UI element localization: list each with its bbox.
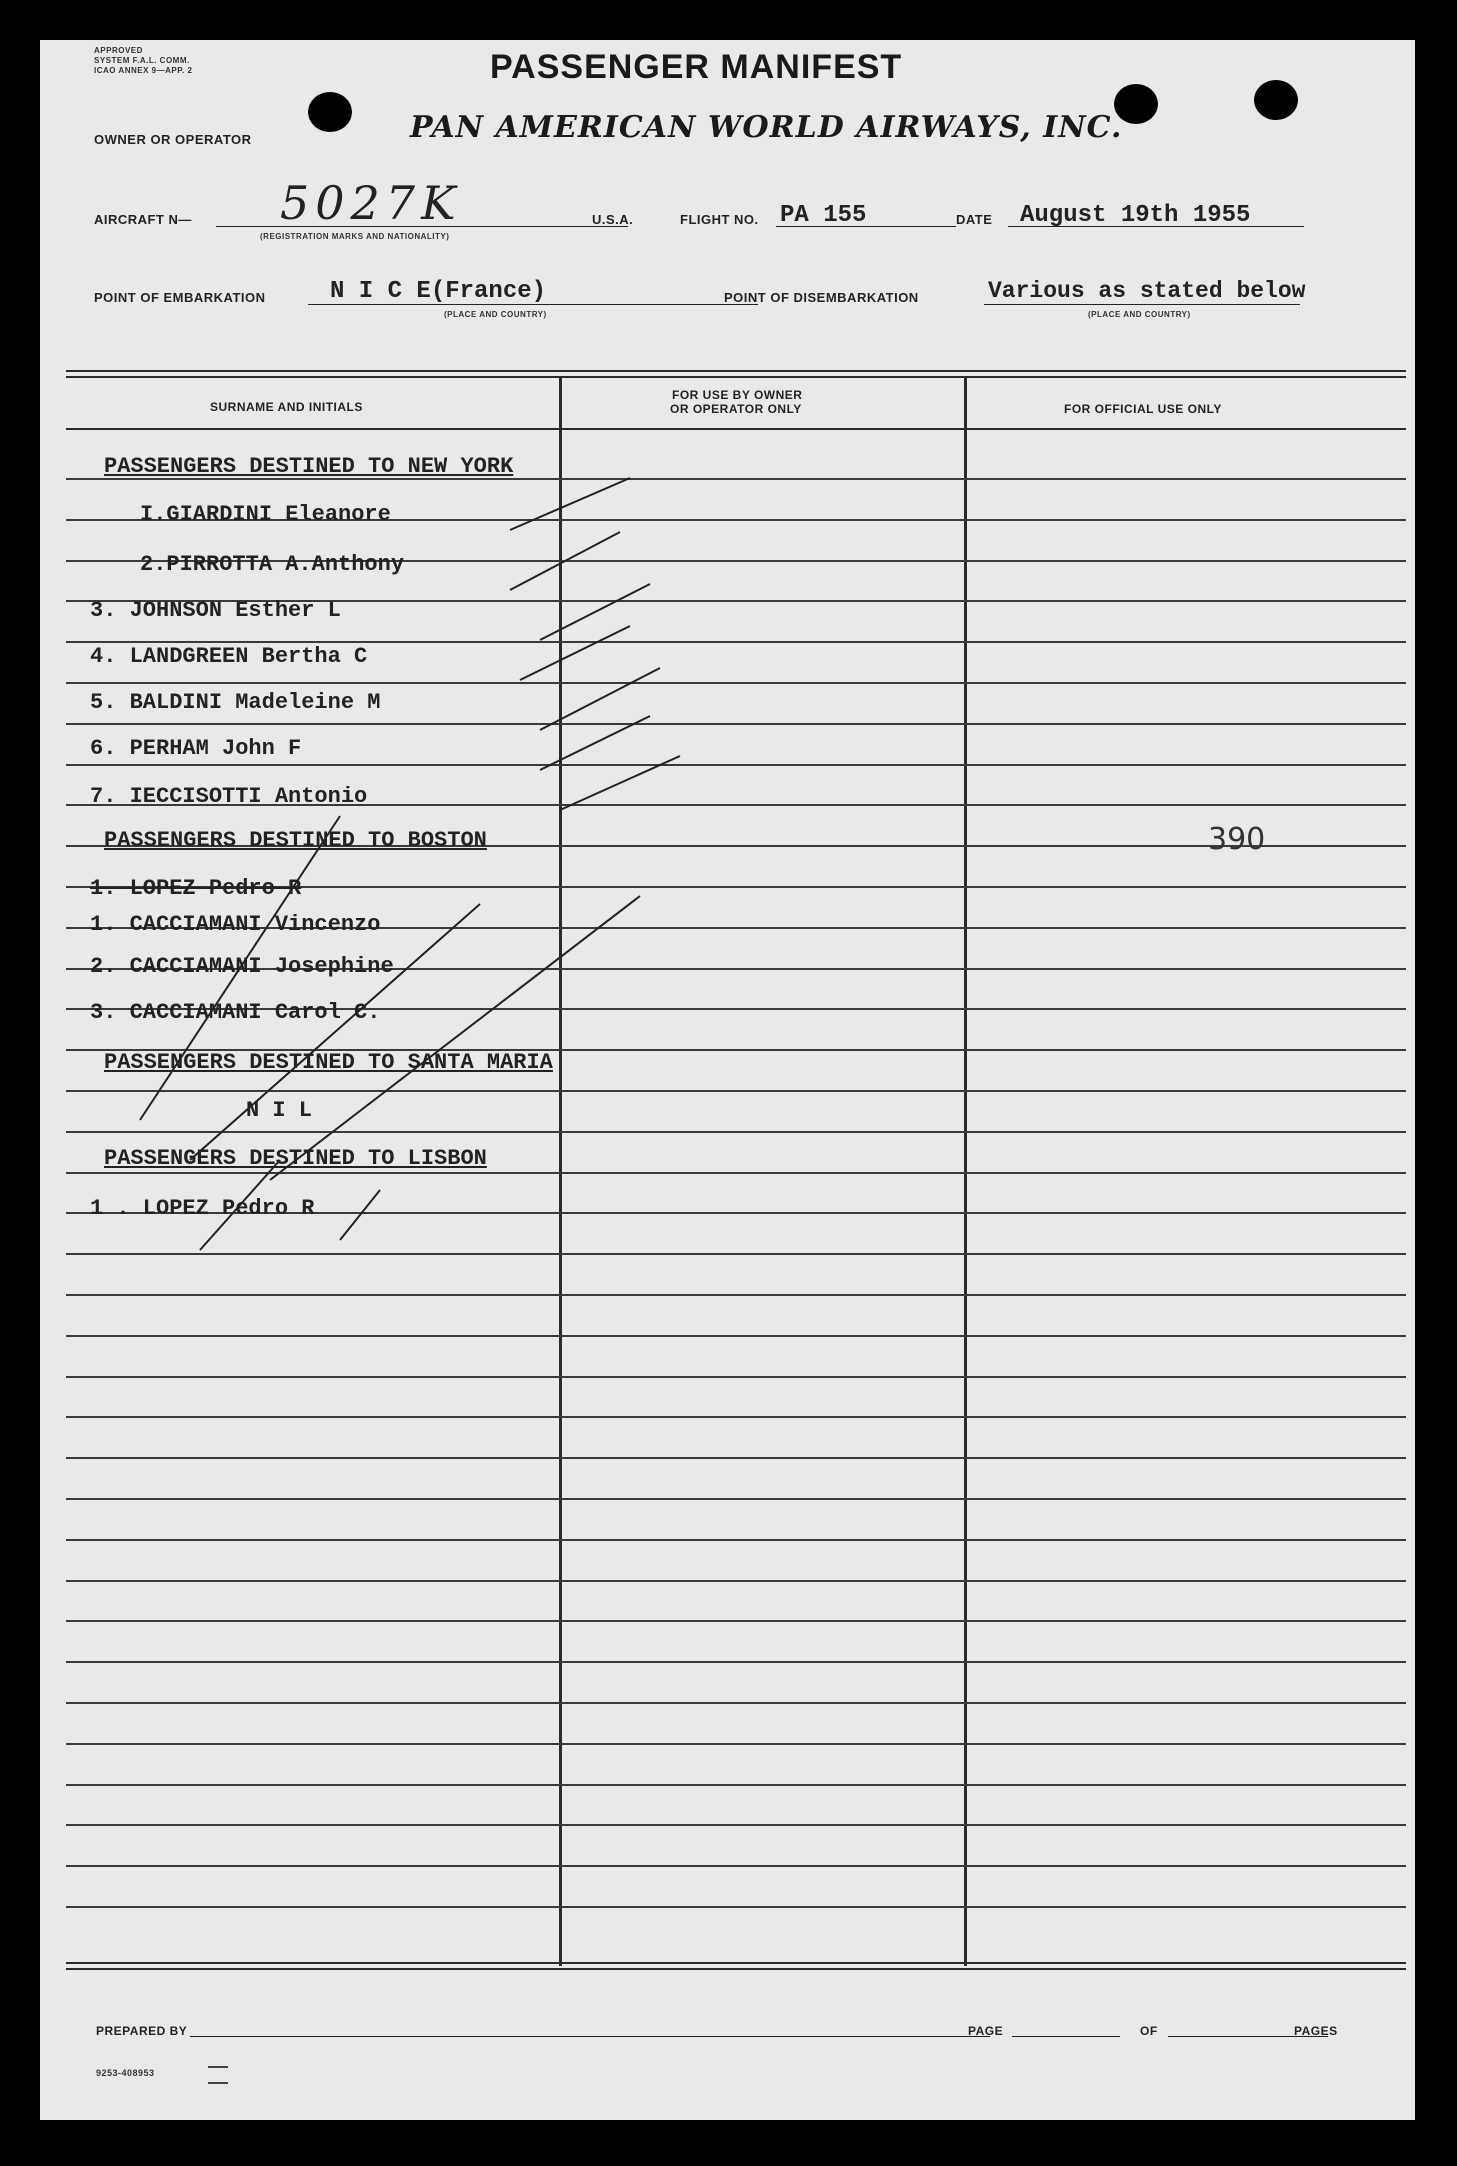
row-rule xyxy=(66,1865,1406,1867)
flight-date: August 19th 1955 xyxy=(1020,202,1251,229)
row-rule xyxy=(66,1172,1406,1174)
row-rule xyxy=(66,1090,1406,1092)
table-top-rule xyxy=(66,370,1406,372)
passenger-entry: 1. CACCIAMANI Vincenzo xyxy=(90,912,381,937)
row-rule xyxy=(66,1335,1406,1337)
aircraft-label: AIRCRAFT N— xyxy=(94,212,192,227)
check-mark xyxy=(270,896,640,1180)
approval-line: APPROVED xyxy=(94,46,143,55)
passenger-entry: 2. CACCIAMANI Josephine xyxy=(90,954,394,979)
row-rule xyxy=(66,723,1406,725)
owner-value: PAN AMERICAN WORLD AIRWAYS, INC. xyxy=(410,110,1123,145)
check-mark xyxy=(540,668,660,730)
punch-hole xyxy=(308,92,352,132)
row-rule xyxy=(66,1294,1406,1296)
passenger-entry-struck: 1. LOPEZ Pedro R xyxy=(90,876,302,901)
approval-line: SYSTEM F.A.L. COMM. xyxy=(94,56,190,65)
table-bottom-rule xyxy=(66,1968,1406,1970)
passenger-entry: 1 . LOPEZ Pedro R xyxy=(90,1196,315,1221)
passenger-entry: 4. LANDGREEN Bertha C xyxy=(90,644,368,669)
row-rule xyxy=(66,1661,1406,1663)
row-rule xyxy=(66,1457,1406,1459)
aircraft-number: 5027K xyxy=(280,176,462,230)
pages-label: PAGES xyxy=(1294,2024,1338,2038)
table-top-rule xyxy=(66,376,1406,378)
embarkation-sublabel: (PLACE AND COUNTRY) xyxy=(444,310,547,319)
page-line xyxy=(1012,2036,1120,2037)
printer-mark-icon xyxy=(208,2066,228,2084)
check-mark xyxy=(340,1190,380,1240)
row-rule xyxy=(66,1253,1406,1255)
disembarkation-line xyxy=(984,304,1300,305)
row-rule xyxy=(66,641,1406,643)
owner-label: OWNER OR OPERATOR xyxy=(94,132,252,147)
row-rule xyxy=(66,1906,1406,1908)
row-rule xyxy=(66,1376,1406,1378)
section-heading: PASSENGERS DESTINED TO SANTA MARIA xyxy=(104,1050,553,1075)
flight-number: PA 155 xyxy=(780,202,867,229)
of-label: OF xyxy=(1140,2024,1158,2038)
check-marks xyxy=(40,40,1415,2120)
row-rule xyxy=(66,1131,1406,1133)
section-heading: PASSENGERS DESTINED TO BOSTON xyxy=(104,828,487,853)
section-heading: PASSENGERS DESTINED TO LISBON xyxy=(104,1146,487,1171)
approval-line: ICAO ANNEX 9—APP. 2 xyxy=(94,66,193,75)
row-rule xyxy=(66,1580,1406,1582)
row-rule xyxy=(66,1784,1406,1786)
usa-label: U.S.A. xyxy=(592,212,634,227)
check-mark xyxy=(510,478,630,530)
disembarkation-value: Various as stated below xyxy=(988,278,1306,304)
column-header-owner: FOR USE BY OWNER xyxy=(672,388,803,402)
passenger-entry: 5. BALDINI Madeleine M xyxy=(90,690,381,715)
row-rule xyxy=(66,1743,1406,1745)
table-bottom-rule xyxy=(66,1962,1406,1964)
punch-hole xyxy=(1254,80,1298,120)
date-label: DATE xyxy=(956,212,993,227)
manifest-page xyxy=(40,40,1415,2120)
column-header-surname: SURNAME AND INITIALS xyxy=(210,400,363,414)
prepared-by-label: PREPARED BY xyxy=(96,2024,188,2038)
disembarkation-sublabel: (PLACE AND COUNTRY) xyxy=(1088,310,1191,319)
passenger-entry: I.GIARDINI Eleanore xyxy=(140,502,391,527)
form-number: 9253-408953 xyxy=(96,2068,155,2078)
row-rule xyxy=(66,1702,1406,1704)
row-rule xyxy=(66,1416,1406,1418)
passenger-entry: 3. CACCIAMANI Carol C. xyxy=(90,1000,381,1025)
embarkation-label: POINT OF EMBARKATION xyxy=(94,290,266,305)
passenger-entry: 3. JOHNSON Esther L xyxy=(90,598,341,623)
row-rule xyxy=(66,764,1406,766)
official-note: 390 xyxy=(1208,822,1266,857)
passenger-entry: 7. IECCISOTTI Antonio xyxy=(90,784,368,809)
section-heading: PASSENGERS DESTINED TO NEW YORK xyxy=(104,454,514,479)
column-header-owner: OR OPERATOR ONLY xyxy=(670,402,802,416)
aircraft-sublabel: (REGISTRATION MARKS AND NATIONALITY) xyxy=(260,232,450,241)
passenger-entry: 2.PIRROTTA A.Anthony xyxy=(140,552,405,577)
nil-entry: N I L xyxy=(246,1098,313,1123)
disembarkation-label: POINT OF DISEMBARKATION xyxy=(724,290,919,305)
table-header-rule xyxy=(66,428,1406,430)
row-rule xyxy=(66,1539,1406,1541)
row-rule xyxy=(66,682,1406,684)
row-rule xyxy=(66,1498,1406,1500)
column-header-official: FOR OFFICIAL USE ONLY xyxy=(1064,402,1222,416)
flight-label: FLIGHT NO. xyxy=(680,212,759,227)
check-mark xyxy=(540,584,650,640)
passenger-entry: 6. PERHAM John F xyxy=(90,736,302,761)
row-rule xyxy=(66,1620,1406,1622)
page-label: PAGE xyxy=(968,2024,1004,2038)
row-rule xyxy=(66,1824,1406,1826)
embarkation-value: N I C E(France) xyxy=(330,278,547,305)
page-title: PASSENGER MANIFEST xyxy=(490,48,903,86)
prepared-by-line xyxy=(190,2036,990,2037)
check-mark xyxy=(190,904,480,1160)
check-mark xyxy=(520,626,630,680)
